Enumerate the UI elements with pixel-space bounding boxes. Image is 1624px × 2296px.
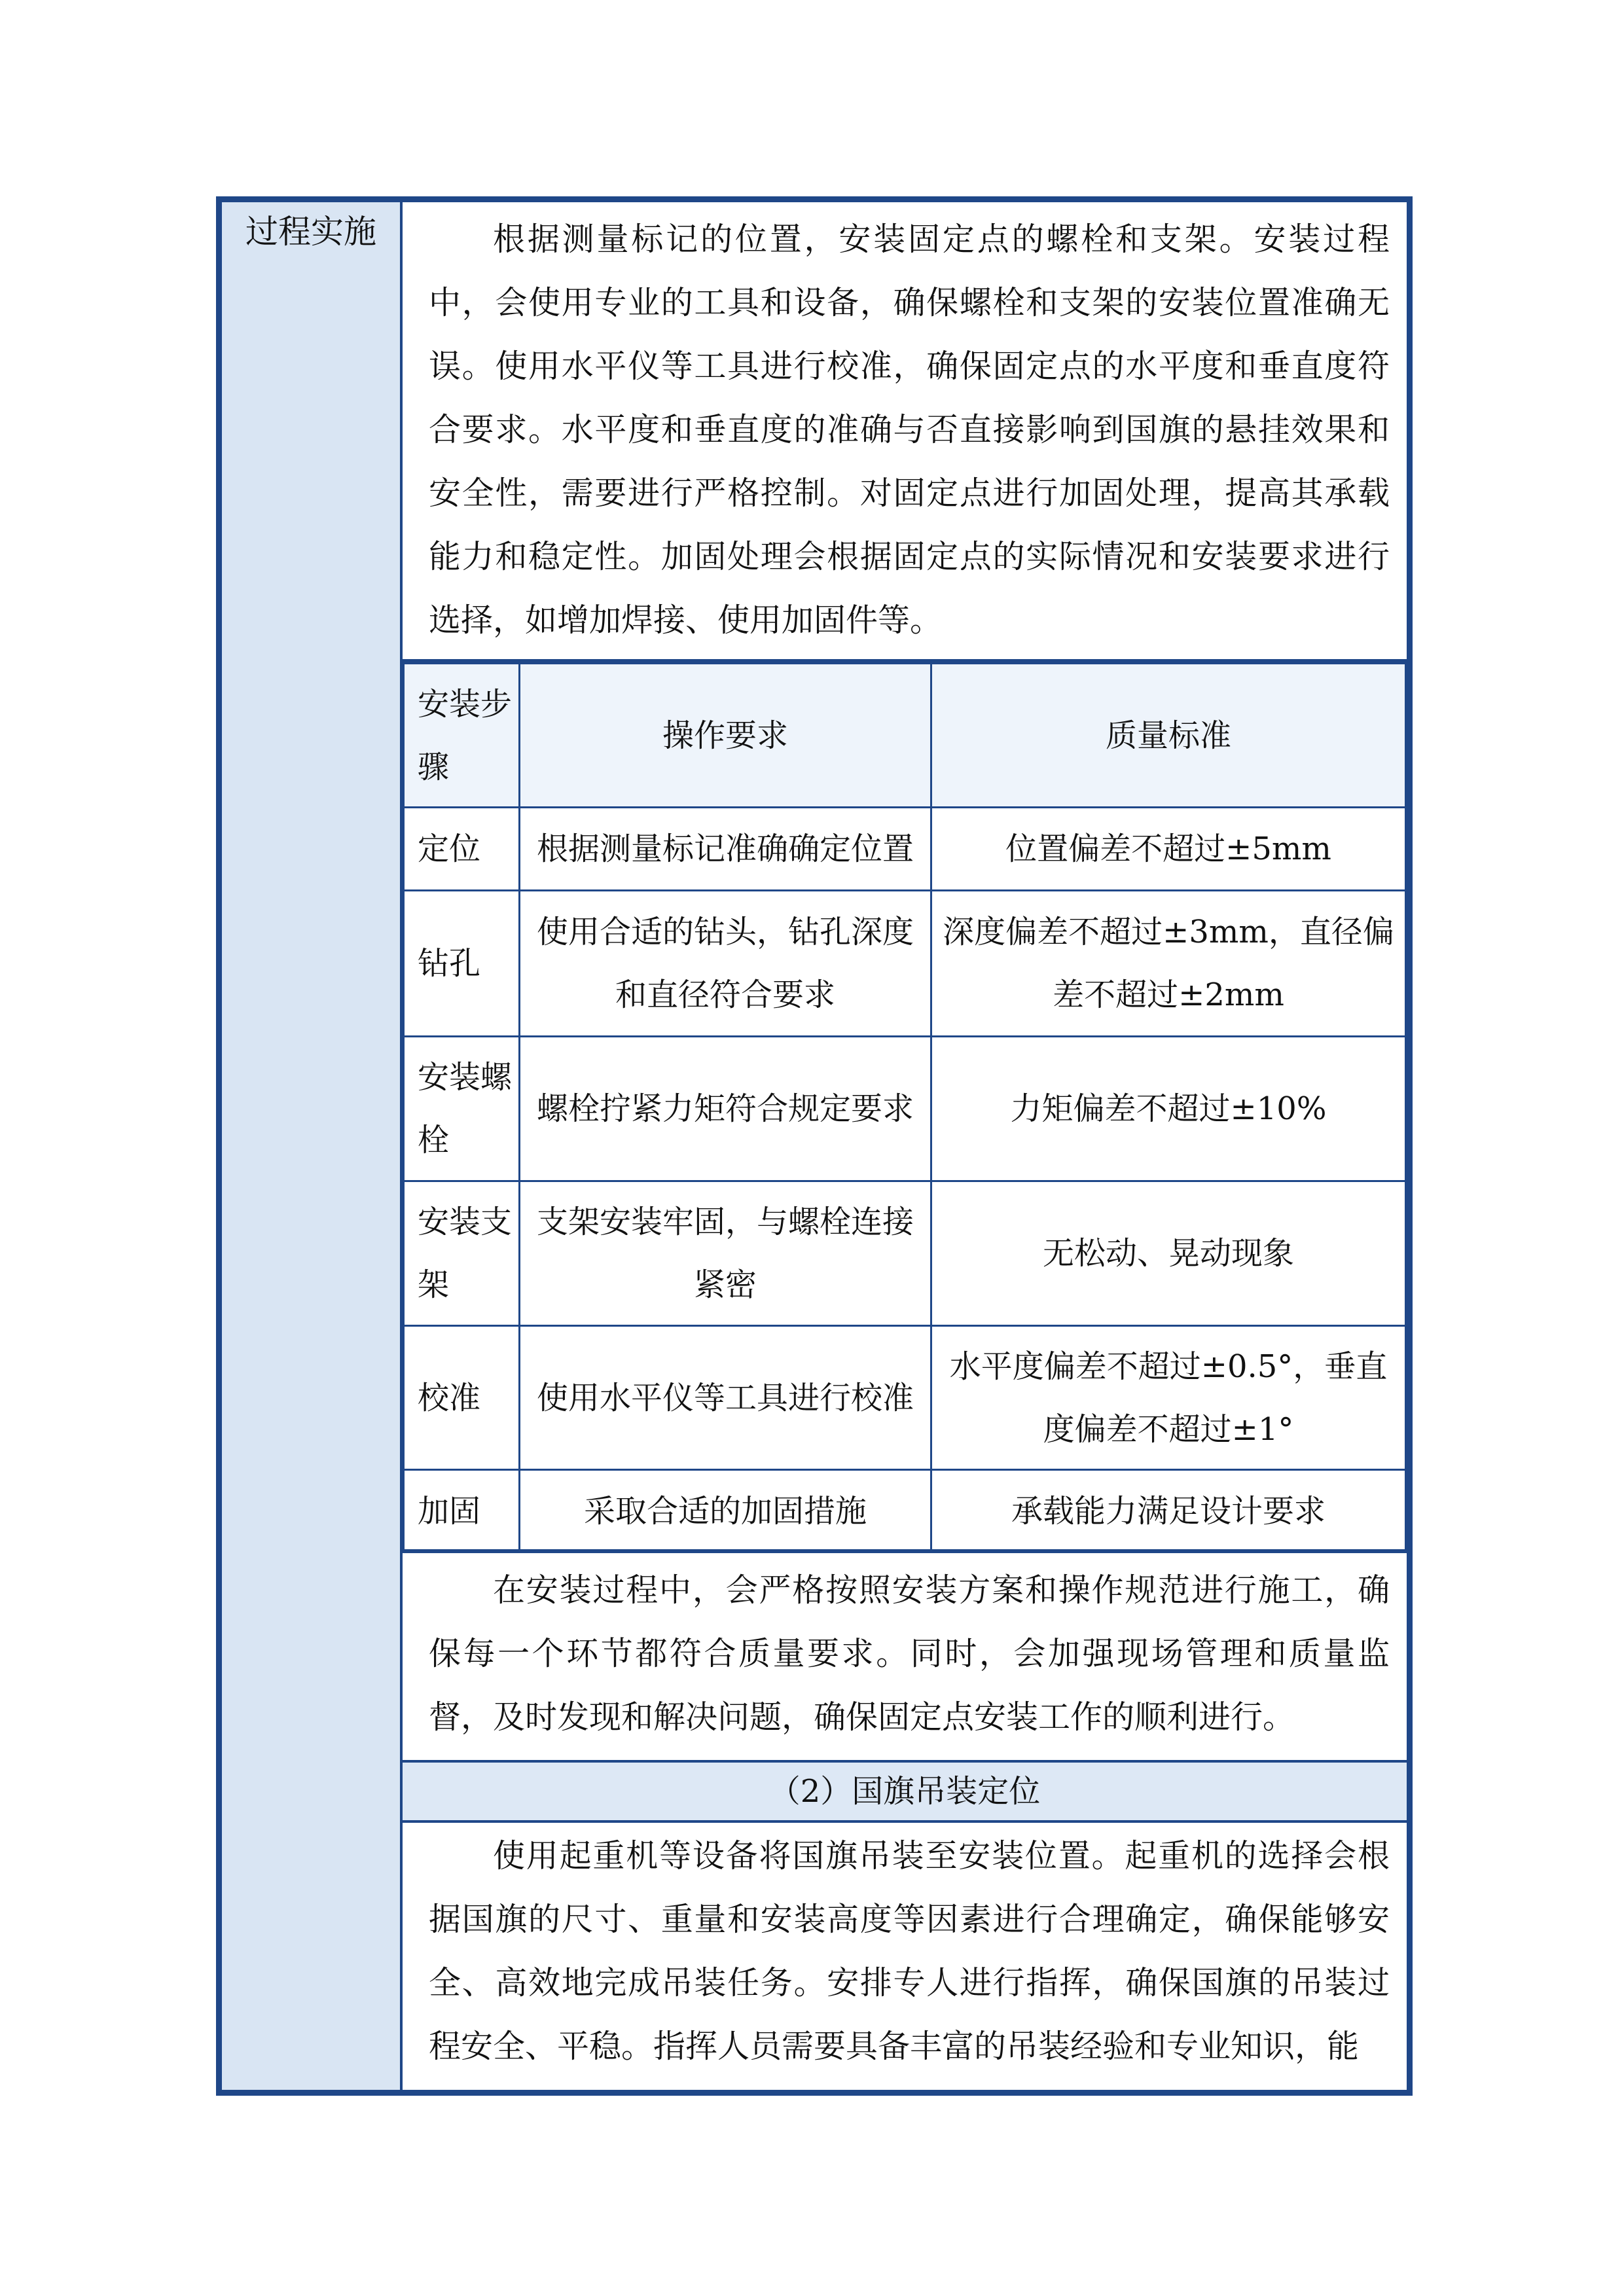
header-step: 安装步骤 <box>404 664 520 808</box>
cell-quality: 水平度偏差不超过±0.5°，垂直度偏差不超过±1° <box>931 1326 1406 1470</box>
section-heading: （2）国旗吊装定位 <box>403 1760 1407 1823</box>
content-column <box>403 202 1407 2090</box>
header-quality: 质量标准 <box>931 664 1406 808</box>
cell-step: 安装螺栓 <box>404 1037 520 1181</box>
cell-operation: 支架安装牢固，与螺栓连接紧密 <box>520 1181 931 1326</box>
cell-operation: 螺栓拧紧力矩符合规定要求 <box>520 1037 931 1181</box>
cell-step: 校准 <box>404 1326 520 1470</box>
paragraph-lifting: 使用起重机等设备将国旗吊装至安装位置。起重机的选择会根据国旗的尺寸、重量和安装高度等因素进行合理确定，确保能够安全、高效地完成吊装任务。安排专人进行指挥，确保国旗的吊装过程安全、平稳。指挥人员需要具备丰富的吊装经验和专业知识，能 <box>429 1837 1390 2065</box>
table-row <box>404 1181 1406 1326</box>
cell-quality: 承载能力满足设计要求 <box>931 1470 1406 1552</box>
cell-quality: 无松动、晃动现象 <box>931 1181 1406 1326</box>
install-steps-table <box>403 662 1407 1553</box>
cell-operation: 根据测量标记准确确定位置 <box>520 808 931 891</box>
table-row <box>404 1470 1406 1552</box>
paragraph-intro: 根据测量标记的位置，安装固定点的螺栓和支架。安装过程中，会使用专业的工具和设备，确保螺栓和支架的安装位置准确无误。使用水平仪等工具进行校准，确保固定点的水平度和垂直度符合要求。水平度和垂直度的准确与否直接影响到国旗的悬挂效果和安全性，需要进行严格控制。对固定点进行加固处理，提高其承载能力和稳定性。加固处理会根据固定点的实际情况和安装要求进行选择，如增加焊接、使用加固件等。 <box>429 221 1390 639</box>
cell-quality: 力矩偏差不超过±10% <box>931 1037 1406 1181</box>
divider <box>403 1549 1407 1552</box>
cell-step: 安装支架 <box>404 1181 520 1326</box>
left-label-column <box>222 202 403 2090</box>
table-row <box>404 1037 1406 1181</box>
document-frame <box>216 196 1413 2096</box>
cell-quality: 位置偏差不超过±5mm <box>931 808 1406 891</box>
table-header-row <box>404 664 1406 808</box>
cell-operation: 使用合适的钻头，钻孔深度和直径符合要求 <box>520 891 931 1037</box>
cell-step: 加固 <box>404 1470 520 1552</box>
table-row <box>404 808 1406 891</box>
cell-operation: 采取合适的加固措施 <box>520 1470 931 1552</box>
cell-step: 钻孔 <box>404 891 520 1037</box>
paragraph-summary: 在安装过程中，会严格按照安装方案和操作规范进行施工，确保每一个环节都符合质量要求。同时，会加强现场管理和质量监督，及时发现和解决问题，确保固定点安装工作的顺利进行。 <box>429 1571 1390 1736</box>
table-row <box>404 891 1406 1037</box>
left-column-title: 过程实施 <box>245 213 376 251</box>
table-row <box>404 1326 1406 1470</box>
cell-step: 定位 <box>404 808 520 891</box>
cell-quality: 深度偏差不超过±3mm，直径偏差不超过±2mm <box>931 891 1406 1037</box>
cell-operation: 使用水平仪等工具进行校准 <box>520 1326 931 1470</box>
header-operation: 操作要求 <box>520 664 931 808</box>
